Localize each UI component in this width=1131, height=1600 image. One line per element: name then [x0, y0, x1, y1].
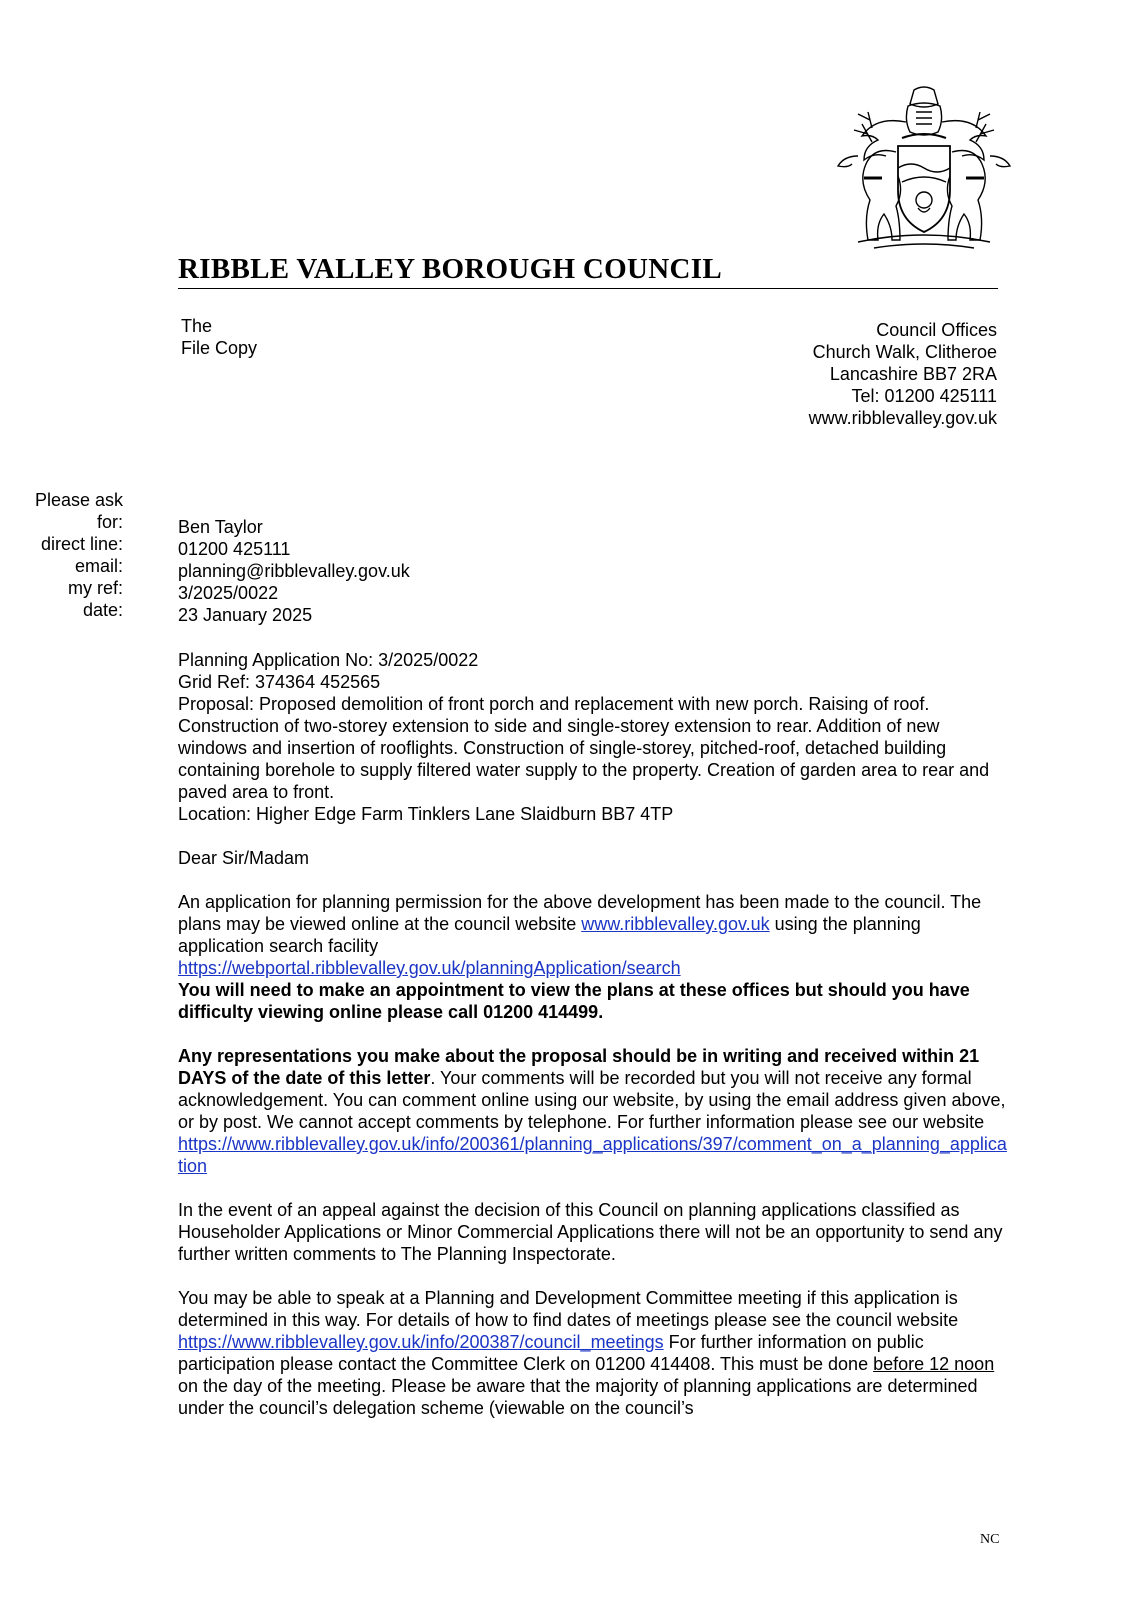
- contact-direct-line: 01200 425111: [178, 539, 291, 559]
- paragraph-viewing-plans: [178, 891, 1008, 1023]
- comment-planning-link[interactable]: https://www.ribblevalley.gov.uk/info/200361/planning_applications/397/comment_on_a_planning_application: [178, 1134, 1007, 1176]
- label-email: email:: [74, 556, 123, 576]
- grid-reference: Grid Ref: 374364 452565: [178, 672, 381, 692]
- letter-date: 23 January 2025: [178, 605, 313, 625]
- application-details: [178, 649, 1008, 825]
- council-meetings-link[interactable]: https://www.ribblevalley.gov.uk/info/200387/council_meetings: [178, 1332, 664, 1352]
- deadline-time: before 12 noon: [873, 1354, 995, 1374]
- paragraph-text: An application for planning permission for the above development has been made to the council. The plans may be viewed online at the council website: [178, 892, 982, 934]
- contact-email: planning@ribblevalley.gov.uk: [178, 561, 410, 581]
- recipient-line: The: [181, 316, 213, 336]
- location: Location: Higher Edge Farm Tinklers Lane Slaidburn BB7 4TP: [178, 804, 674, 824]
- proposal: Proposal: Proposed demolition of front porch and replacement with new porch. Raising of roof. Construction of two-storey extension to side and single-storey extension to rear. Addition of new windows and insertion of rooflights. Construction of single-storey, pitched-roof, detached building containing borehole to supply filtered water supply to the property. Creation of garden area to rear and paved area to front.: [178, 694, 990, 802]
- label-date: date:: [82, 600, 123, 620]
- label-my-ref: my ref:: [67, 578, 123, 598]
- representations-deadline: Any representations you make about the proposal should be in writing and received within 21 DAYS of the date of this letter: [178, 1046, 980, 1088]
- appointment-notice: You will need to make an appointment to view the plans at these offices but should you have difficulty viewing online please call 01200 414499.: [178, 980, 970, 1022]
- paragraph-text: using the planning application search facility: [178, 914, 921, 956]
- paragraph-text: . Your comments will be recorded but you will not receive any formal acknowledgement. You can comment online using our website, by using the email address given above, or by post. We cannot accept comments by telephone. For further information please see our website: [178, 1068, 1006, 1132]
- coat-of-arms-icon: [818, 82, 1030, 254]
- contact-ref: 3/2025/0022: [178, 583, 279, 603]
- address-line: Council Offices: [876, 320, 997, 340]
- address-website: www.ribblevalley.gov.uk: [808, 408, 997, 428]
- council-address: [809, 319, 997, 429]
- paragraph-text: on the day of the meeting. Please be aware that the majority of planning applications are determined under the council’s delegation scheme (viewable on the council’s: [178, 1376, 978, 1418]
- paragraph-text: You may be able to speak at a Planning and Development Committee meeting if this application is determined in this way. For details of how to find dates of meetings please see the council website: [178, 1288, 959, 1330]
- contact-labels: [20, 489, 123, 621]
- address-telephone: Tel: 01200 425111: [851, 386, 997, 406]
- contact-values: [178, 516, 410, 626]
- label-direct-line: direct line:: [40, 534, 123, 554]
- paragraph-committee: [178, 1287, 1008, 1419]
- paragraph-representations: [178, 1045, 1008, 1177]
- salutation: Dear Sir/Madam: [178, 848, 310, 868]
- recipient-line: File Copy: [181, 338, 258, 358]
- council-name: RIBBLE VALLEY BOROUGH COUNCIL: [178, 252, 998, 289]
- address-line: Church Walk, Clitheroe: [812, 342, 997, 362]
- footer-code: NC: [980, 1532, 1000, 1547]
- label-for: for:: [96, 512, 123, 532]
- contact-name: Ben Taylor: [178, 517, 263, 537]
- recipient-block: [181, 315, 257, 359]
- planning-search-link[interactable]: https://webportal.ribblevalley.gov.uk/planningApplication/search: [178, 958, 681, 978]
- letter-body: [178, 649, 1008, 1419]
- application-number: Planning Application No: 3/2025/0022: [178, 650, 479, 670]
- paragraph-text: For further information on public participation please contact the Committee Clerk on 01200 414408. This must be done: [178, 1332, 924, 1374]
- council-website-link[interactable]: www.ribblevalley.gov.uk: [581, 914, 770, 934]
- address-line: Lancashire BB7 2RA: [829, 364, 997, 384]
- paragraph-appeal: In the event of an appeal against the decision of this Council on planning applications classified as Householder Applications or Minor Commercial Applications there will not be an opportunity to send any further written comments to The Planning Inspectorate.: [178, 1200, 1003, 1264]
- label-please-ask: Please ask: [34, 490, 123, 510]
